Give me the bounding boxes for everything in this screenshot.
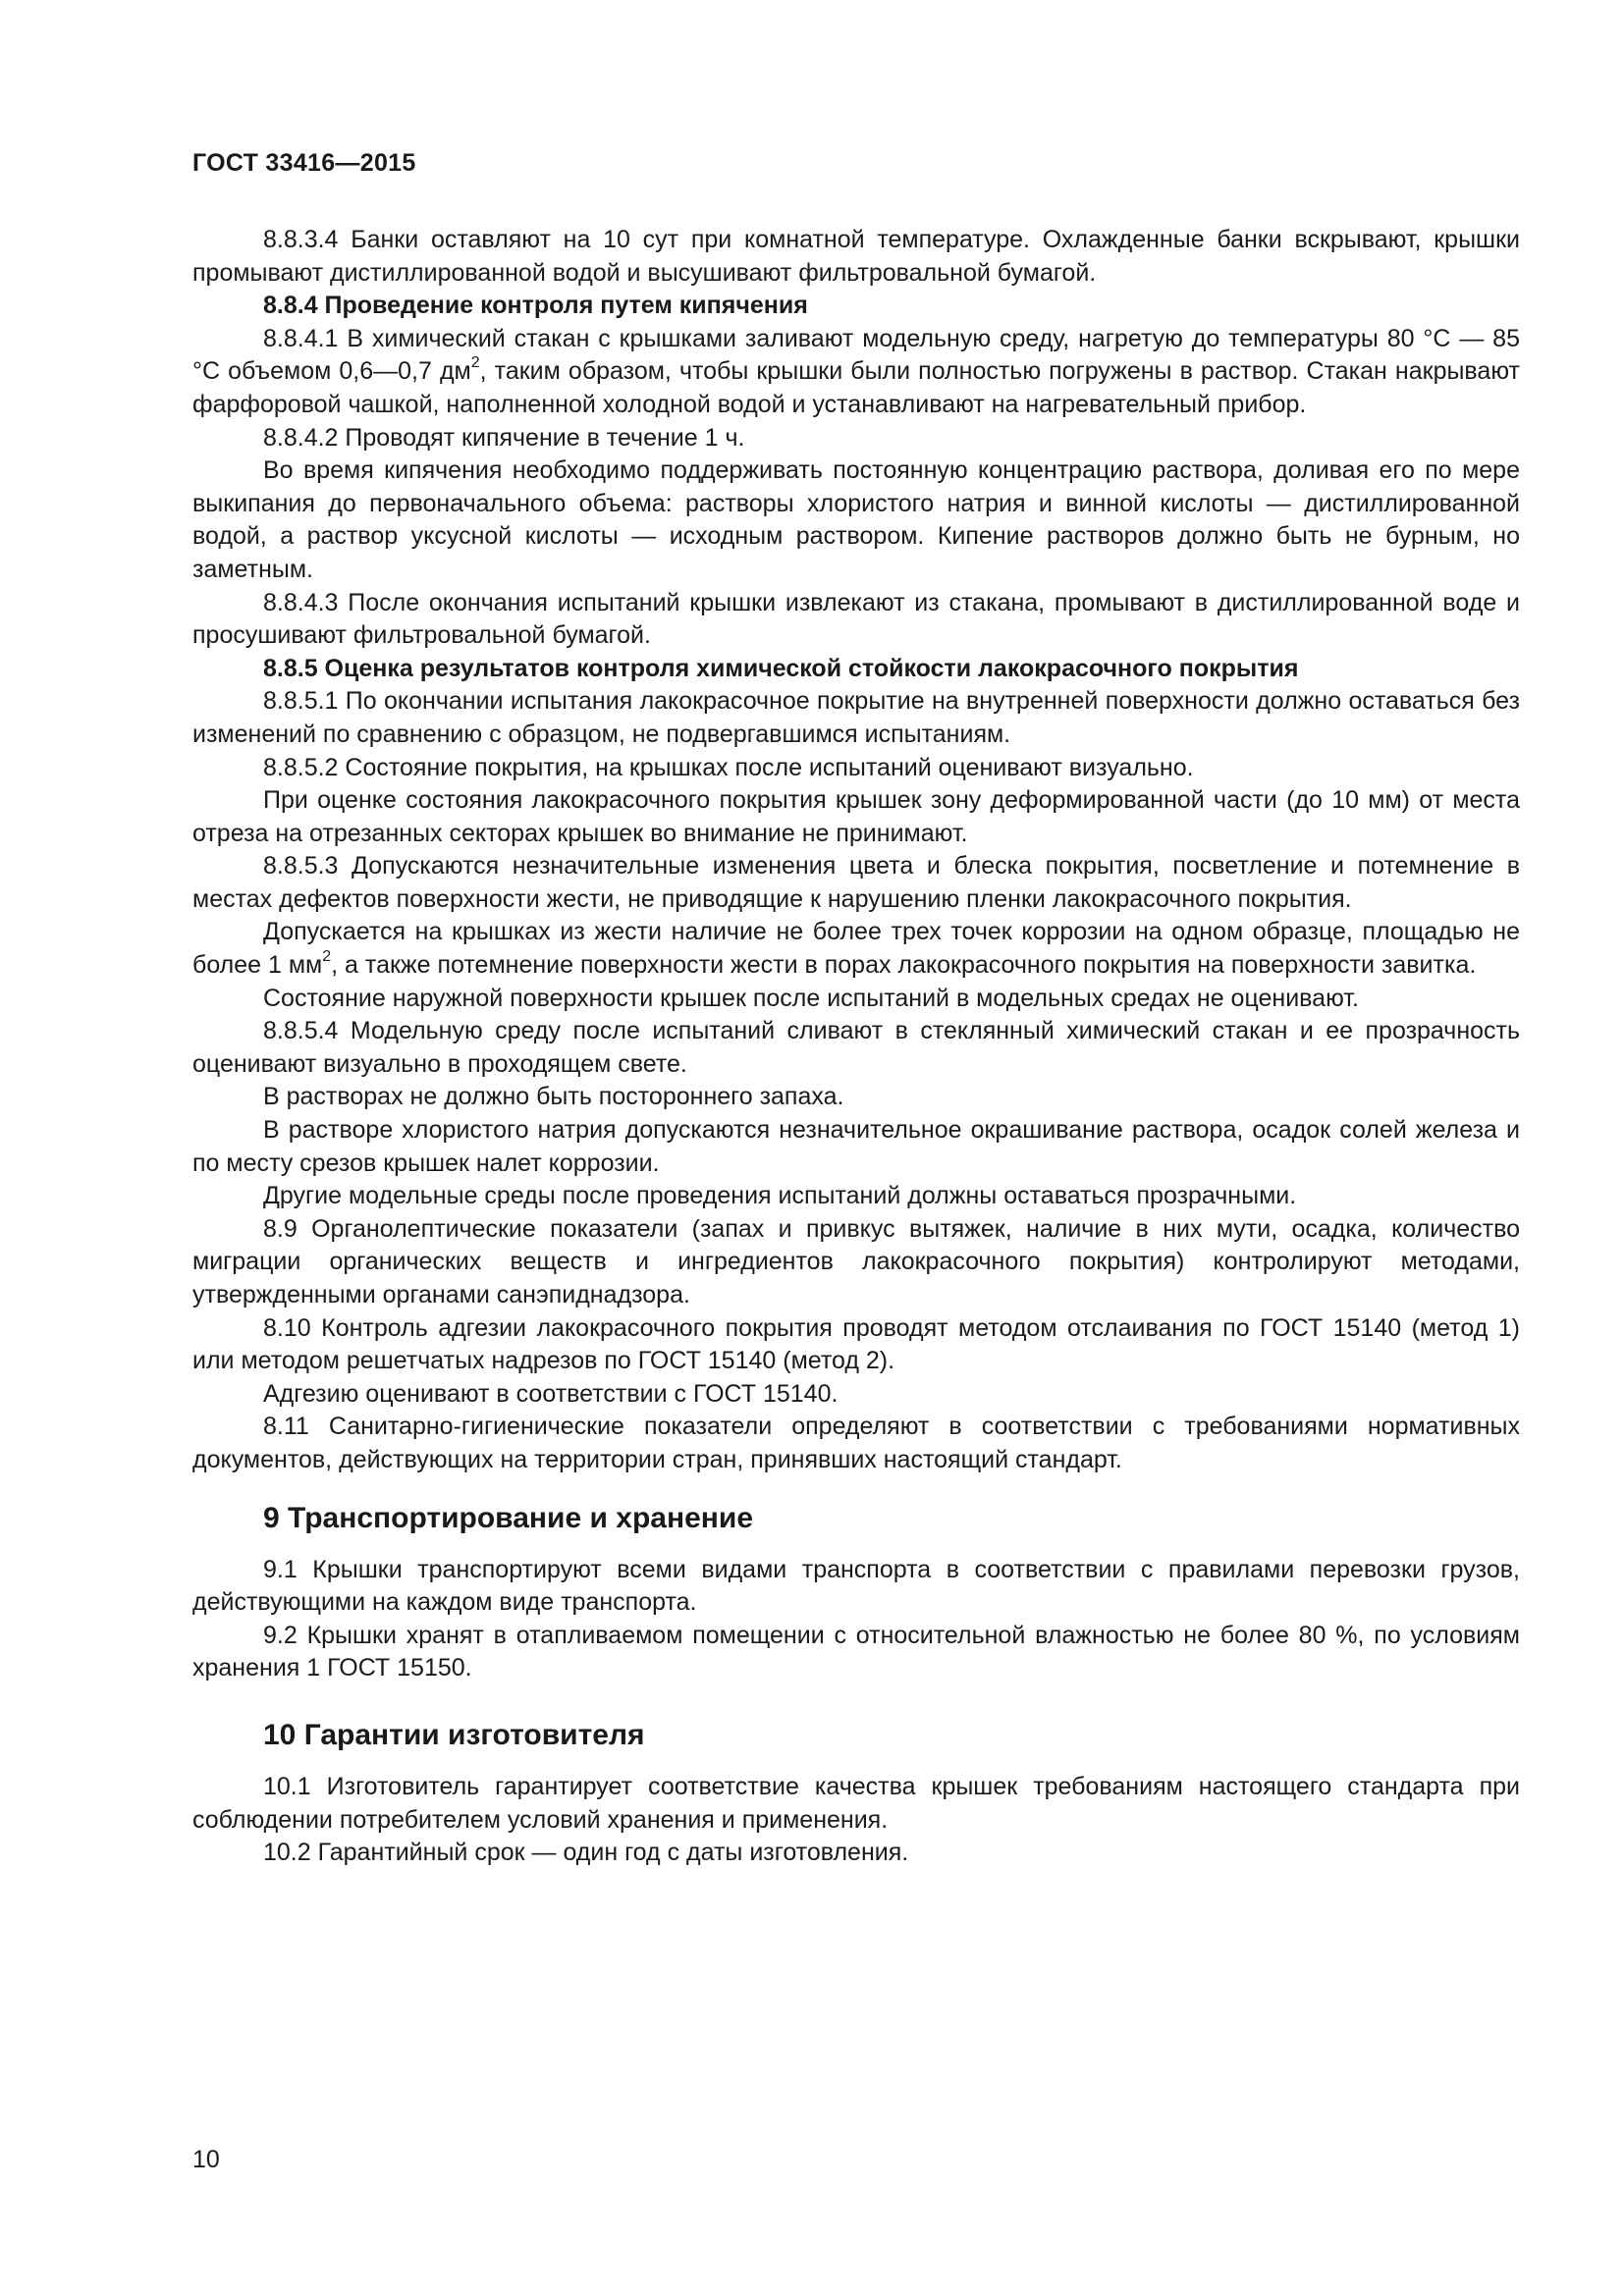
section-10-heading: 10 Гарантии изготовителя	[263, 1718, 645, 1751]
paragraph-10-1: 10.1 Изготовитель гарантирует соответствие качества крышек требованиям настоящего стандарта при соблюдении потребителем условий хранения и применения.	[192, 1772, 1520, 1834]
subheading-8-8-4: 8.8.4 Проведение контроля путем кипячения	[263, 292, 808, 320]
superscript: 2	[322, 947, 332, 965]
paragraph-10-2: 10.2 Гарантийный срок — один год с даты изготовления.	[263, 1839, 909, 1867]
paragraph-8-8-4-1: 8.8.4.1 В химический стакан с крышками заливают модельную среду, нагретую до температуры 80 °С — 85 °С объемом 0,6—0,7 $дм^2$, таким образом, чтобы крышки были полностью погружены в раствор. Стакан накрывают фарфоровой чашкой, наполненной холодной водой и устанавливают на нагревательный прибор.	[192, 324, 1520, 418]
paragraph-8-9: 8.9 Органолептические показатели (запах и привкус вытяжек, наличие в них мути, осадка, количество миграции органических веществ и ингредиентов лакокрасочного покрытия) контролируют методами, утвержденными органами санэпиднадзора.	[192, 1214, 1520, 1308]
paragraph-8-10: 8.10 Контроль адгезии лакокрасочного покрытия проводят методом отслаивания по ГОСТ 15140 (метод 1) или методом решетчатых надрезов по ГОСТ 15140 (метод 2).	[192, 1313, 1520, 1375]
paragraph-8-8-4-2: 8.8.4.2 Проводят кипячение в течение 1 ч.	[263, 423, 745, 452]
paragraph-8-8-5-1: 8.8.5.1 По окончании испытания лакокрасочное покрытие на внутренней поверхности должно оставаться без изменений по сравнению с образцом, не подвергавшимся испытаниям.	[192, 687, 1520, 748]
paragraph-8-11: 8.11 Санитарно-гигиенические показатели определяют в соответствии с требованиями нормативных документов, действующих на территории стран, принявших настоящий стандарт.	[192, 1413, 1520, 1473]
page-number: 10	[192, 2146, 220, 2173]
section-9-heading: 9 Транспортирование и хранение	[263, 1501, 754, 1534]
paragraph-8-8-5-2: 8.8.5.2 Состояние покрытия, на крышках после испытаний оценивают визуально.	[263, 753, 1194, 781]
paragraph-transparent: Другие модельные среды после проведения испытаний должны оставаться прозрачными.	[263, 1182, 1297, 1210]
document-header: ГОСТ 33416—2015	[192, 149, 416, 177]
paragraph-9-2: 9.2 Крышки хранят в отапливаемом помещении с относительной влажностью не более 80 %, по условиям хранения 1 ГОСТ 15150.	[192, 1621, 1520, 1682]
paragraph-adhesion: Адгезию оценивают в соответствии с ГОСТ 15140.	[263, 1379, 839, 1408]
paragraph-deformed-zone: При оценке состояния лакокрасочного покрытия крышек зону деформированной части (до 10 мм) от места отреза на отрезанных секторах крышек во внимание не принимают.	[192, 786, 1520, 847]
paragraph-8-8-5-3: 8.8.5.3 Допускаются незначительные изменения цвета и блеска покрытия, посветление и потемнение в местах дефектов поверхности жести, не приводящие к нарушению пленки лакокрасочного покрытия.	[192, 852, 1520, 913]
paragraph-no-odor: В растворах не должно быть постороннего запаха.	[263, 1083, 844, 1111]
document-body	[192, 224, 1520, 1870]
subheading-8-8-5: 8.8.5 Оценка результатов контроля химической стойкости лакокрасочного покрытия	[263, 654, 1299, 682]
paragraph-sodium-chloride: В растворе хлористого натрия допускаются незначительное окрашивание раствора, осадок солей железа и по месту срезов крышек налет коррозии.	[192, 1116, 1520, 1177]
paragraph-outer-surface: Состояние наружной поверхности крышек после испытаний в модельных средах не оценивают.	[263, 984, 1359, 1012]
paragraph-8-8-3-4: 8.8.3.4 Банки оставляют на 10 сут при комнатной температуре. Охлажденные банки вскрывают, крышки промывают дистиллированной водой и высушивают фильтровальной бумагой.	[192, 226, 1520, 287]
paragraph-8-8-5-4: 8.8.5.4 Модельную среду после испытаний сливают в стеклянный химический стакан и ее прозрачность оценивают визуально в проходящем свете.	[192, 1017, 1520, 1078]
superscript: 2	[470, 354, 480, 372]
paragraph-8-8-4-3: 8.8.4.3 После окончания испытаний крышки извлекают из стакана, промывают в дистиллированной воде и просушивают фильтровальной бумагой.	[192, 588, 1520, 650]
paragraph-9-1: 9.1 Крышки транспортируют всеми видами транспорта в соответствии с правилами перевозки грузов, действующими на каждом виде транспорта.	[192, 1555, 1520, 1617]
paragraph-boiling: Во время кипячения необходимо поддерживать постоянную концентрацию раствора, доливая его по мере выкипания до первоначального объема: растворы хлористого натрия и винной кислоты — дистиллированной водой, а раствор уксусной кислоты — исходным раствором. Кипение растворов должно быть не бурным, но заметным.	[192, 456, 1520, 583]
paragraph-corrosion-points: Допускается на крышках из жести наличие не более трех точек коррозии на одном образце, площадью не более 1 $мм^2$, а также потемнение поверхности жести в порах лакокрасочного покрытия на поверхности завитка.	[192, 918, 1520, 980]
